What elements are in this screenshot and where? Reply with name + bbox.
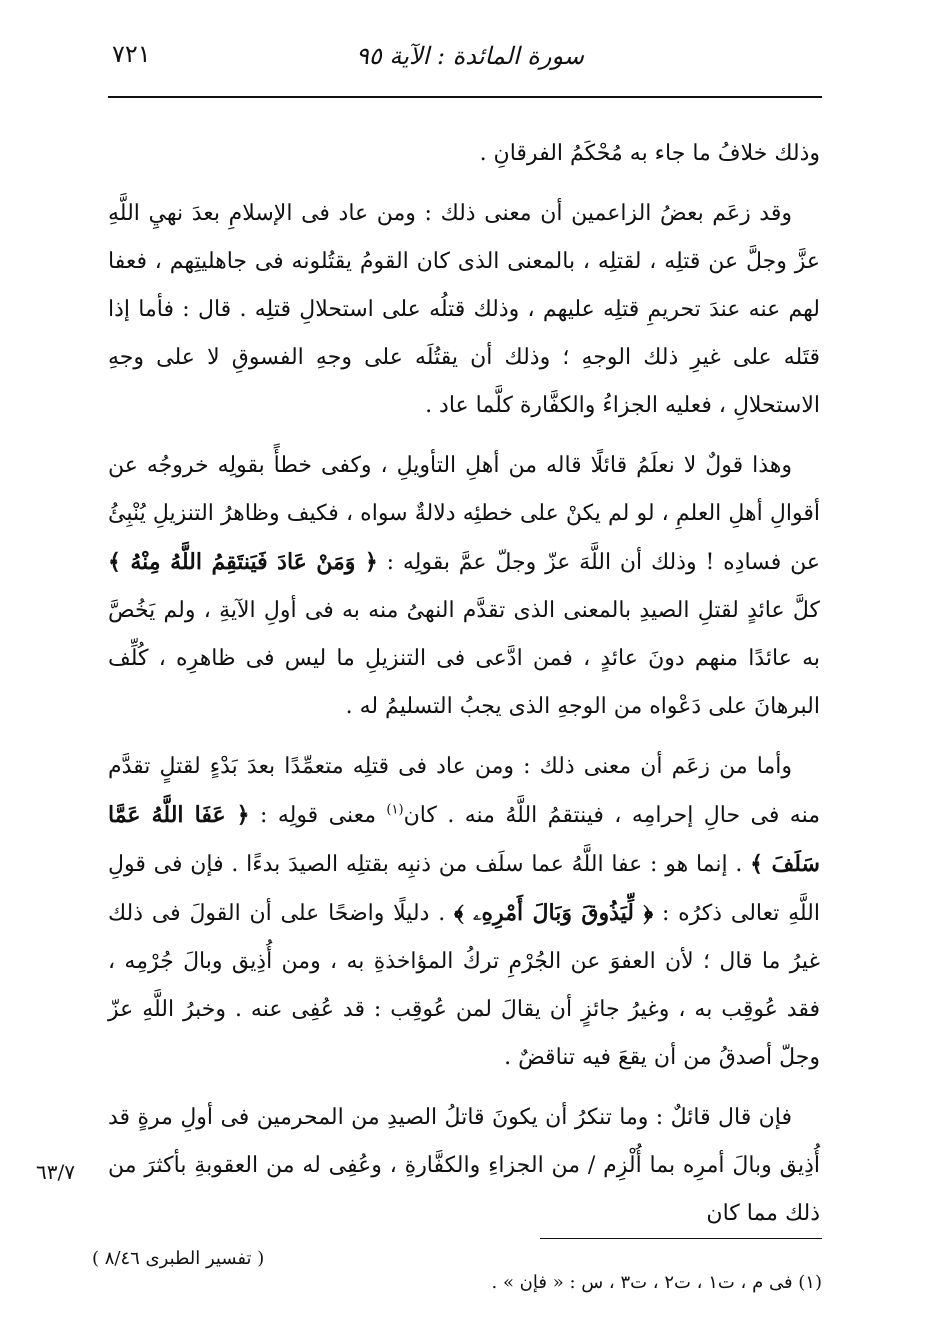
footnote-marker: (١) [386,802,404,818]
paragraph-4-text-b: معنى قولِه : [249,803,387,828]
quran-quote-2: ﴿ عَفَا اللَّهُ عَمَّا سَلَفَ ﴾ [108,802,820,877]
paragraph-3-text-a: وهذا قولٌ لا نعلَمُ قائلًا قاله من أهلِ التأويلِ ، وكفى خطأً بقولِه خروجُه عن أقوالِ أهلِ العلمِ ، لو لم يكنْ على خطئِه دلالةٌ سواه ، فكيف وظاهرُ التنزيلِ يُنْبِئُ عن فسادِه ! وذلك أن اللَّهَ عزّ وجلّ عمَّ بقولِه : [108,453,820,575]
paragraph-4-text-a: وأما من زعَم أن معنى ذلك : ومن عاد فى قتلِه متعمِّدًا بعدَ بَدْءٍ لقتلٍ تقدَّم منه فى حالِ إحرامِه ، فينتقمُ اللَّهُ منه . كان [108,754,820,828]
footnote-rule [540,1238,822,1239]
paragraph-3-text-b: كلَّ عائدٍ لقتلِ الصيدِ بالمعنى الذى تقدَّم النهىُ منه به فى أولِ الآيةِ ، ولم يَخُصَّ به عائدًا منهم دونَ عائدٍ ، فمن ادَّعى فى التنزيلِ ما ليس فى ظاهرِه ، كُلِّف البرهانَ على دَعْواه من الوجهِ الذى يجبُ التسليمُ له . [108,598,820,719]
quran-quote-1: ﴿ وَمَنْ عَادَ فَيَنتَقِمُ اللَّهُ مِنْهُ ﴾ [108,549,378,575]
page-number: ٧٢١ [112,40,151,68]
body-text [108,130,820,1250]
reference-note: ( تفسير الطبرى ٨/٤٦ ) [92,1248,265,1269]
paragraph-1: وذلك خلافُ ما جاء به مُحْكَمُ الفرقانِ . [479,141,820,166]
footnote: (١) فى م ، ت١ ، ت٢ ، ت٣ ، س : « فإن » . [491,1272,822,1293]
paragraph-2: وقد زعَم بعضُ الزاعمين أن معنى ذلك : ومن عاد فى الإسلامِ بعدَ نهيِ اللَّهِ عزَّ وجلَّ عن قتلِه ، لقتلِه ، بالمعنى الذى كان القومُ يقتُلونه فى جاهليتِهم ، فعفا لهم عنه عندَ تحريمِ قتلِه عليهم ، وذلك قتلُه على استحلالِ قتلِه . قال : فأما إذا قتَله على غيرِ ذلك الوجهِ ؛ وذلك أن يقتُلَه على وجهِ الفسوقِ لا على وجهِ الاستحلالِ ، فعليه الجزاءُ والكفَّارة كلَّما عاد . [108,201,820,418]
header-rule [108,96,822,98]
paragraph-4 [108,743,820,1082]
paragraph-5: فإن قال قائلٌ : وما تنكرُ أن يكونَ قاتلُ الصيدِ من المحرمين فى أولِ مرةٍ قد أُذِيق وبالَ أمرِه بما أُلْزِم / من الجزاءِ والكفَّارةِ ، وعُفِى له من العقوبةِ بأكثرَ من ذلك مما كان [108,1105,820,1226]
paragraph-4-text-d: . دليلًا واضحًا على أن القولَ فى ذلك غيرُ ما قال ؛ لأن العفوَ عن الجُرْمِ تركُ المؤاخذةِ به ، ومن أُذِيق وبالَ جُرْمِه ، فقد عُوقِب به ، وغيرُ جائزٍ أن يقالَ لمن عُوقِب : قد عُفِى عنه . وخبرُ اللَّهِ عزّ وجلّ أصدقُ من أن يقعَ فيه تناقضٌ . [108,901,820,1070]
margin-reference: ٦٣/٧ [36,1160,75,1184]
paragraph-3 [108,442,820,731]
running-head: سورة المائدة : الآية ٩٥ [356,42,584,70]
quran-quote-3: ﴿ لِّيَذُوقَ وَبَالَ أَمْرِهِۦ ﴾ [453,900,654,926]
paragraph-4-text-c: . إنما هو : عفا اللَّهُ عما سلَف من ذنبِه بقتلِه الصيدَ بدءًا . فإن فى قولِ اللَّهِ تعالى ذكرُه : [108,852,821,926]
